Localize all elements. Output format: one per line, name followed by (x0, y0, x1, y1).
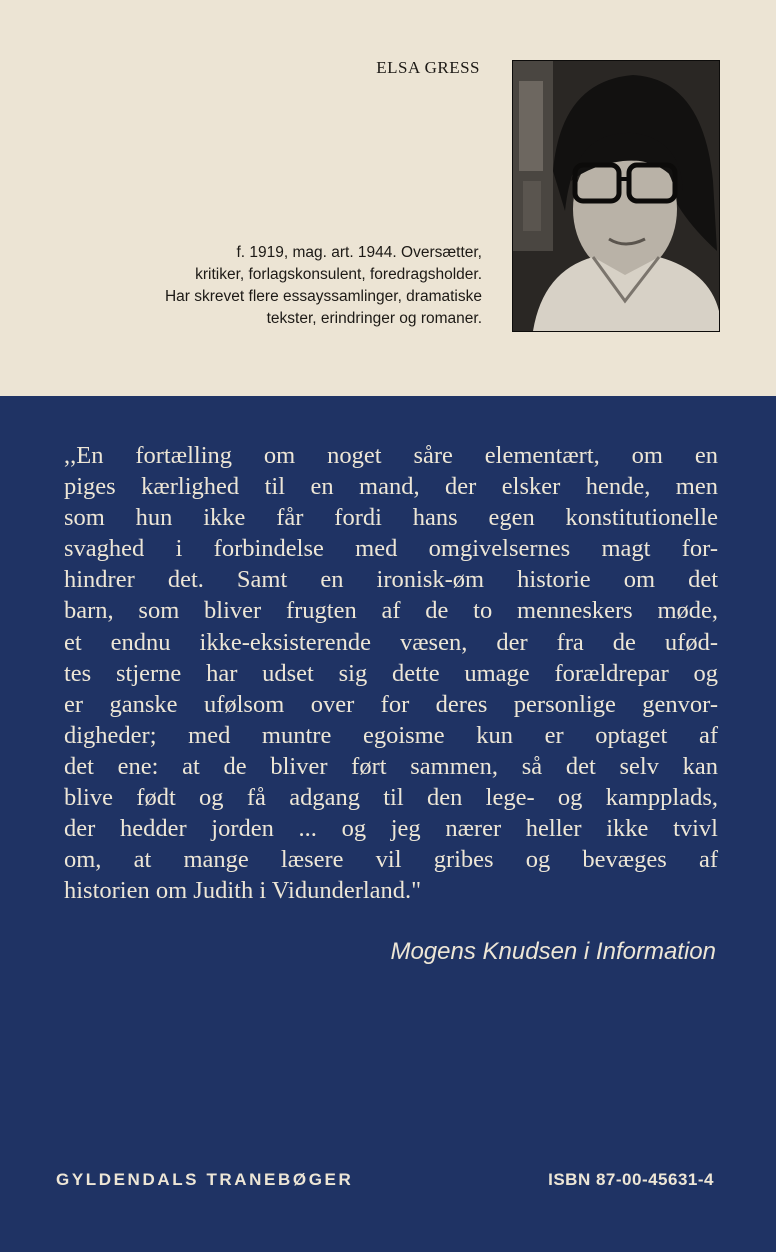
bio-line: Har skrevet flere essayssamlinger, dramatiske (164, 288, 482, 305)
quote-line: piges kærlighed til en mand, der elsker hende, men (64, 473, 718, 501)
quote-line: ,,En fortælling om noget såre elementært, om en (64, 442, 718, 469)
isbn-number: ISBN 87-00-45631-4 (548, 1170, 714, 1189)
quote-line: et endnu ikke-eksisterende væsen, der fra de ufød- (64, 628, 718, 656)
quote-line: som hun ikke får fordi hans egen konstitutionelle (64, 504, 718, 532)
quote-line: svaghed i forbindelse med omgivelsernes magt for- (64, 535, 718, 563)
quote-line: barn, som bliver frugten af de to menneskers møde, (64, 597, 718, 625)
author-name: ELSA GRESS (376, 58, 480, 77)
quote-line: er ganske ufølsom over for deres personlige genvor- (64, 690, 718, 718)
quote-line: blive født og få adgang til den lege- og kampplads, (64, 784, 718, 812)
quote-line: det ene: at de bliver ført sammen, så det selv kan (64, 752, 718, 780)
author-panel (0, 0, 776, 396)
quote-line: hindrer det. Samt en ironisk-øm historie om det (64, 566, 718, 594)
bio-line: kritiker, forlagskonsulent, foredragsholder. (195, 266, 482, 283)
author-portrait-image (513, 61, 719, 331)
quote-line: om, at mange læsere vil gribes og bevæges af (64, 846, 718, 874)
quote-line: digheder; med muntre egoisme kun er optaget af (64, 721, 718, 749)
publisher-imprint: GYLDENDALS TRANEBØGER (56, 1170, 354, 1189)
bio-line: f. 1919, mag. art. 1944. Oversætter, (236, 244, 482, 261)
author-photo (512, 60, 720, 332)
review-quote (64, 440, 718, 906)
quote-line: tes stjerne har udset sig dette umage forældrepar og (64, 659, 718, 687)
quote-line: historien om Judith i Vidunderland." (64, 877, 422, 905)
review-panel (0, 396, 776, 1252)
author-bio (82, 242, 482, 330)
review-attribution: Mogens Knudsen i Information (390, 938, 716, 965)
bio-line: tekster, erindringer og romaner. (266, 310, 482, 327)
quote-line: der hedder jorden ... og jeg nærer heller ikke tvivl (64, 815, 718, 843)
